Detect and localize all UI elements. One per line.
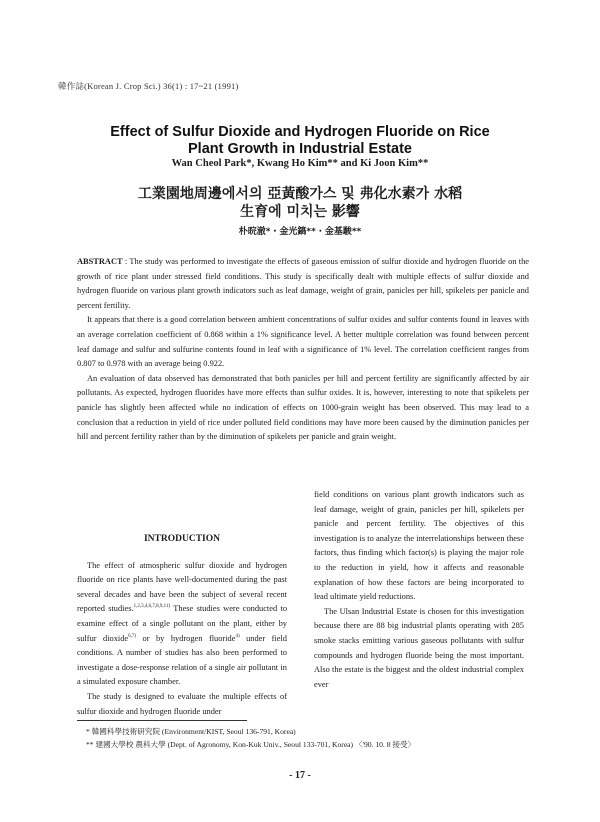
paper-title xyxy=(40,124,560,158)
page-number: - 17 - xyxy=(289,770,311,781)
abstract-label: ABSTRACT xyxy=(77,257,123,266)
title-line-2: Plant Growth in Industrial Estate xyxy=(188,141,412,157)
intro-text: or by hydrogen fluoride xyxy=(136,633,236,643)
left-column xyxy=(77,532,287,719)
journal-citation: 韓作誌(Korean J. Crop Sci.) 36(1) : 17~21 (1991) xyxy=(58,81,239,91)
intro-paragraph-1 xyxy=(77,559,287,690)
korean-title-line-2: 生育에 미치는 影響 xyxy=(240,204,360,220)
korean-title xyxy=(40,185,560,221)
citation-ref: 6,7) xyxy=(128,633,137,639)
author-list: Wan Cheol Park*, Kwang Ho Kim** and Ki Joon Kim** xyxy=(171,158,429,169)
intro-text: under field conditions. A number of studies has also been performed to investigate a dose-response relation of a single air pollutant in a simulated exposure chamber. xyxy=(77,633,287,687)
citation-ref: 1,2,3,4,6,7,8,9,11) xyxy=(133,604,171,610)
citation-ref: 4) xyxy=(235,633,240,639)
korean-author-list: 朴晥澈*・金光鎬**・金基駿** xyxy=(238,227,362,237)
abstract-paragraph-2: It appears that there is a good correlation between ambient concentrations of sulfur oxides and sulfur contents found in leaves with an average correlation coefficient of 0.868 within a 1% significance level. A better multiple correlation was found between percent leaf damage and sulfur and sulfurine contents found in leaf with a significance of 1% level. The correlation coefficient ranges from 0.807 to 0.978 with an average being 0.922. xyxy=(77,315,529,369)
abstract xyxy=(77,255,529,445)
korean-title-line-1: 工業園地周邊에서의 亞黃酸가스 및 弗化水素가 水稻 xyxy=(137,186,463,202)
abstract-text-1: : The study was performed to investigate the effects of gaseous emission of sulfur dioxide and hydrogen fluoride on the growth of rice plant under stressed field conditions. This study is specifically dealt with multiple effects of sulfur dioxide and hydrogen fluoride on various plant growth indicators such as leaf damage, weight of grain, panicles per hill, spikelets per panicle and percent fertility. xyxy=(77,257,529,310)
abstract-paragraph-3: An evaluation of data observed has demonstrated that both panicles per hill and percent fertility are significantly affected by air pollutants. As expected, hydrogen fluorides have more effects than sulfur oxides. It is, however, interesting to note that spikelets per panicle has slightly been affected while no indication of effects on 1000-grain weight has been observed. This may lead to a conclusion that a reduction in yield of rice under polluted field conditions may have more been caused by the diminution panicles per hill and percent fertility rather than by the diminution of spikelets per panicle and grain weight. xyxy=(77,373,529,442)
intro-text: The effect of atmospheric sulfur dioxide and hydrogen fluoride on rice plants have well-documented during the past several decades and have been the subject of several recent reported studies. xyxy=(77,560,287,614)
intro-text: These studies were conducted to examine effect of a single pollutant on the plant, either by sulfur dioxide xyxy=(77,604,288,643)
abstract-paragraph-1 xyxy=(77,255,529,313)
section-heading-introduction: INTRODUCTION xyxy=(143,534,220,544)
intro-paragraph-3: The Ulsan Industrial Estate is chosen for this investigation because there are 88 big industrial plants operating with 285 smoke stacks emitting various gaseous pollutants with sulfur compounds and hydrogen fluoride being the most important. Also the estate is the biggest and the oldest industrial complex ever xyxy=(314,606,524,689)
footnote-divider xyxy=(77,720,247,721)
intro-paragraph-2-cont: field conditions on various plant growth indicators such as leaf damage, weight of grain, panicles per hill, spikelets per panicle and percent fertility. The objectives of this investigation is to analyze the interrelationships between these factors, thus finding which factor(s) is playing the major role to the reduction in yield, how it affects and reasonable explanation of how these factors are being incorporated to lead ultimate yield reductions. xyxy=(314,490,524,602)
intro-paragraph-2-start: The study is designed to evaluate the multiple effects of sulfur dioxide and hydrogen fluoride under xyxy=(77,691,287,716)
footnote-2: ** 建國大學校 農科大學 (Dept. of Agronomy, Kon-Kuk Univ., Seoul 133-701, Korea) 〈'90. 10. 8 接受〉 xyxy=(86,740,416,749)
footnote-1: * 韓國科學技術研究院 (Environment/KIST, Seoul 136-791, Korea) xyxy=(86,727,296,736)
right-column xyxy=(314,488,524,692)
title-line-1: Effect of Sulfur Dioxide and Hydrogen Fluoride on Rice xyxy=(110,124,490,140)
